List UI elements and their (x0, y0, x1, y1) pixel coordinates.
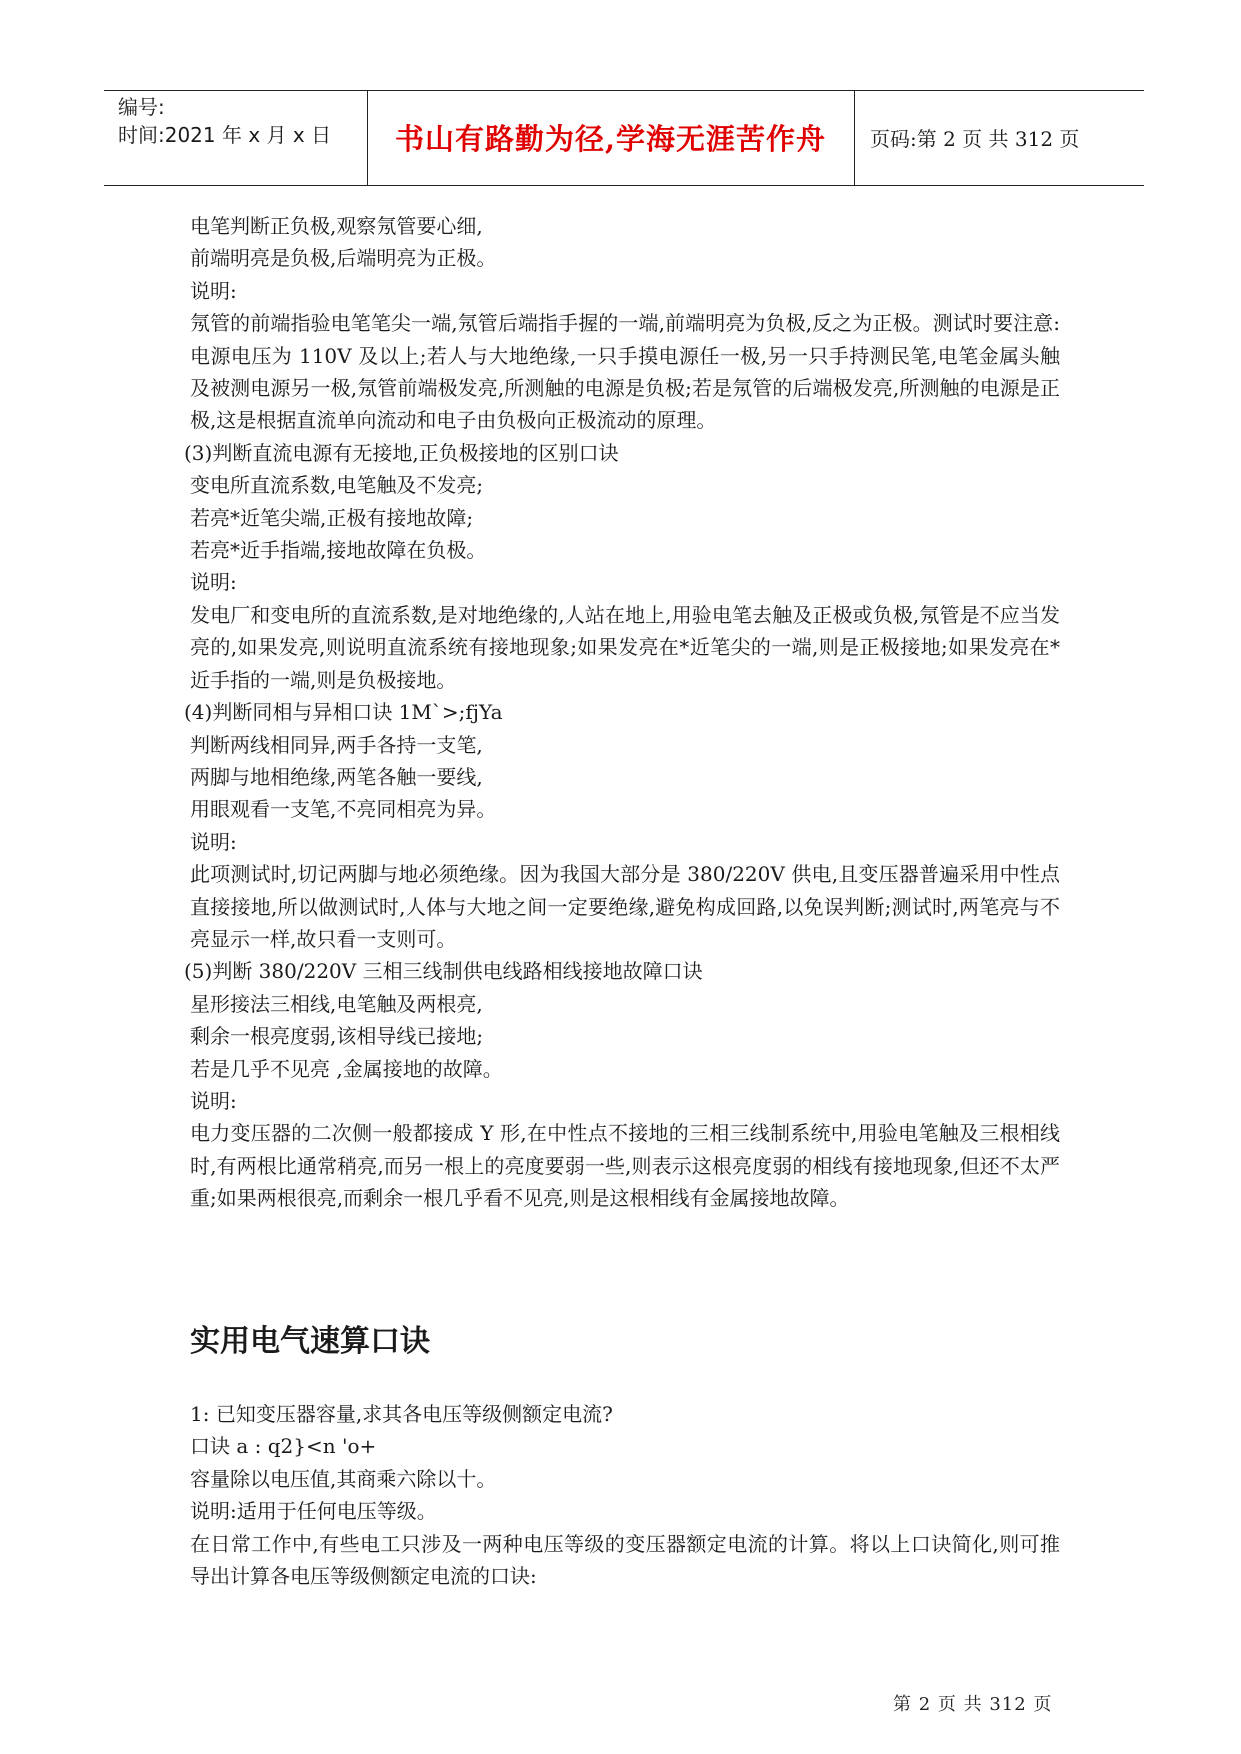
header-left (118, 93, 331, 149)
section-body (190, 1398, 1060, 1592)
header-divider (854, 91, 855, 185)
paragraph: 前端明亮是负极,后端明亮为正极。 (190, 246, 497, 271)
paragraph: 电力变压器的二次侧一般都接成 Y 形,在中性点不接地的三相三线制系统中,用验电笔触及三根相线时,有两根比通常稍亮,而另一根上的亮度要弱一些,则表示这根亮度弱的相线有接地现象,但还不太严重;如果两根很亮,而剩余一根几乎看不见亮,则是这根相线有金属接地故障。 (190, 1121, 1060, 1211)
paragraph: 在日常工作中,有些电工只涉及一两种电压等级的变压器额定电流的计算。将以上口诀简化,则可推导出计算各电压等级侧额定电流的口诀: (190, 1531, 1060, 1589)
paragraph: 1: 已知变压器容量,求其各电压等级侧额定电流? (190, 1402, 613, 1426)
paragraph: 说明: (190, 570, 237, 595)
subheading: (4)判断同相与异相口诀 1M`>;fjYa (184, 700, 503, 725)
paragraph: 变电所直流系数,电笔触及不发亮; (190, 473, 484, 498)
paragraph: 星形接法三相线,电笔触及两根亮, (190, 991, 483, 1016)
header-table (104, 90, 1144, 186)
paragraph: 此项测试时,切记两脚与地必须绝缘。因为我国大部分是 380/220V 供电,且变压器普遍采用中性点直接接地,所以做测试时,人体与大地之间一定要绝缘,避免构成回路,以免误判断;测试时,两笔亮与不亮显示一样,故只看一支则可。 (190, 862, 1060, 951)
section-title: 实用电气速算口诀 (190, 1324, 430, 1359)
paragraph: 口诀 a : q2}<n 'o+ (190, 1434, 377, 1459)
paragraph: 用眼观看一支笔,不亮同相亮为异。 (190, 797, 497, 822)
number-label: 编号: (118, 95, 165, 119)
subheading: (5)判断 380/220V 三相三线制供电线路相线接地故障口诀 (184, 959, 703, 984)
document-body (184, 210, 1060, 1589)
subheading: (3)判断直流电源有无接地,正负极接地的区别口诀 (184, 440, 619, 465)
page-label: 页码:第 2 页 共 312 页 (870, 127, 1080, 151)
section-heading-wrap (190, 1322, 430, 1362)
paragraph: 电笔判断正负极,观察氖管要心细, (190, 214, 483, 238)
paragraph: 氖管的前端指验电笔笔尖一端,氖管后端指手握的一端,前端明亮为负极,反之为正极。测试时要注意:电源电压为 110V 及以上;若人与大地绝缘,一只手摸电源任一极,另一只手持测民笔,电笔金属头触及被测电源另一极,氖管前端极发亮,所测触的电源是负极;若是氖管的后端极发亮,所测触的电源是正极,这是根据直流单向流动和电子由负极向正极流动的原理。 (190, 311, 1060, 433)
paragraph: 说明: (190, 1088, 237, 1113)
page-footer: 第 2 页 共 312 页 (893, 1694, 1053, 1715)
time-label: 时间:2021 年 x 月 x 日 (118, 123, 332, 147)
motto: 书山有路勤为径,学海无涯苦作舟 (394, 122, 827, 156)
paragraph: 说明: (190, 278, 237, 303)
paragraph: 说明: (190, 829, 237, 854)
paragraph: 容量除以电压值,其商乘六除以十。 (190, 1466, 497, 1491)
paragraph: 两脚与地相绝缘,两笔各触一要线, (190, 764, 483, 789)
paragraph: 说明:适用于任何电压等级。 (190, 1499, 437, 1524)
paragraph: 判断两线相同异,两手各持一支笔, (190, 732, 483, 757)
paragraph: 若亮*近手指端,接地故障在负极。 (190, 538, 487, 563)
paragraph: 发电厂和变电所的直流系数,是对地绝缘的,人站在地上,用验电笔去触及正极或负极,氖管是不应当发亮的,如果发亮,则说明直流系统有接地现象;如果发亮在*近笔尖的一端,则是正极接地;如果发亮在*近手指的一端,则是负极接地。 (190, 602, 1060, 692)
paragraph: 若亮*近笔尖端,正极有接地故障; (190, 505, 474, 530)
paragraph: 若是几乎不见亮 ,金属接地的故障。 (190, 1056, 503, 1081)
paragraph: 剩余一根亮度弱,该相导线已接地; (190, 1024, 484, 1049)
